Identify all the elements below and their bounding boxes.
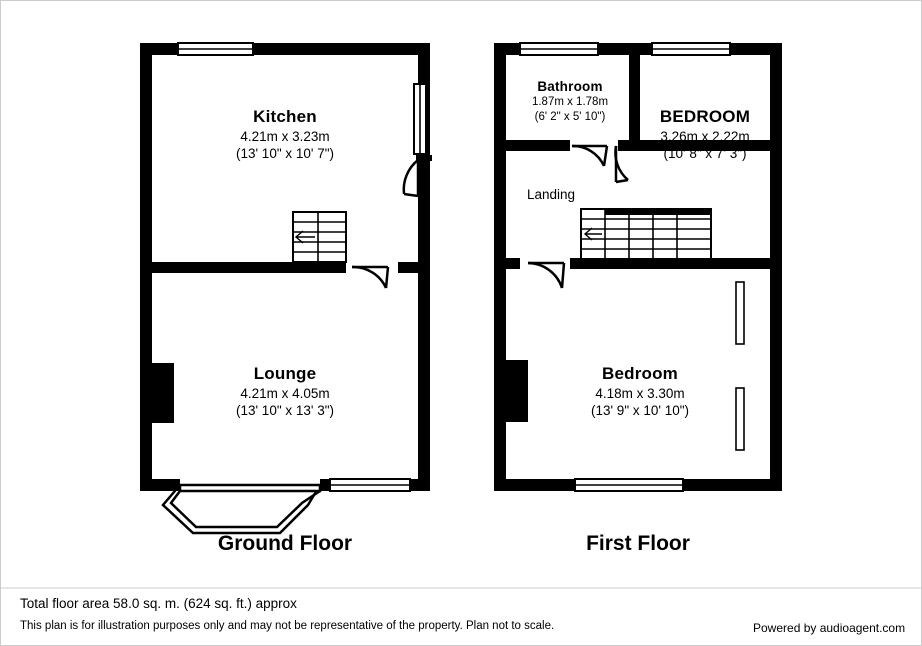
- window-bedroom2-bottom: [575, 479, 683, 491]
- window-kitchen-top: [178, 43, 253, 55]
- window-bedroom2-right-upper: [736, 282, 744, 344]
- room-dim-imperial-bathroom: (6' 2" x 5' 10"): [534, 110, 606, 123]
- total-floor-area: Total floor area 58.0 sq. m. (624 sq. ft.) approx: [20, 596, 297, 611]
- room-dim-metric-kitchen: 4.21m x 3.23m: [240, 128, 330, 144]
- room-label-landing: Landing: [527, 187, 576, 202]
- room-dim-imperial-bedroom-2: (13' 9" x 10' 10"): [590, 403, 690, 419]
- room-name-kitchen: Kitchen: [253, 107, 317, 126]
- room-label-bedroom-1: [610, 106, 800, 162]
- room-dim-imperial-kitchen: (13' 10" x 10' 7"): [235, 146, 335, 162]
- door-jamb-kitchen: [416, 155, 432, 161]
- window-bathroom-top: [520, 43, 598, 55]
- room-dim-metric-bedroom-1: 3.26m x 2.22m: [660, 128, 750, 144]
- door-kitchen-external: [404, 160, 418, 196]
- room-name-bedroom-2: Bedroom: [601, 364, 679, 383]
- door-bedroom2: [528, 263, 564, 288]
- room-dim-imperial-bedroom-1: (10' 8" x 7' 3"): [663, 146, 747, 162]
- floor-title-first: First Floor: [586, 532, 690, 555]
- room-dim-metric-bathroom: 1.87m x 1.78m: [531, 96, 609, 109]
- floor-title-ground: Ground Floor: [217, 532, 353, 555]
- room-label-bedroom-2: [540, 363, 740, 419]
- page-border: [1, 1, 922, 646]
- bay-window-glass: [180, 485, 320, 491]
- door-lounge-internal: [352, 267, 388, 288]
- room-name-lounge: Lounge: [253, 364, 317, 383]
- window-bedroom1-top: [652, 43, 730, 55]
- window-kitchen-right: [414, 84, 426, 154]
- window-lounge-bottom: [330, 479, 410, 491]
- room-dim-imperial-lounge: (13' 10" x 13' 3"): [235, 403, 335, 419]
- room-dim-metric-bedroom-2: 4.18m x 3.30m: [595, 385, 685, 401]
- room-name-bathroom: Bathroom: [537, 79, 603, 94]
- chimney-breast: [152, 363, 174, 423]
- room-dim-metric-lounge: 4.21m x 4.05m: [240, 385, 330, 401]
- chimney-breast-first: [506, 360, 528, 422]
- footer-credit: Powered by audioagent.com: [753, 621, 906, 635]
- room-name-bedroom-1: BEDROOM: [659, 107, 751, 126]
- door-bathroom: [572, 146, 607, 166]
- room-label-kitchen: [185, 106, 385, 162]
- footer-disclaimer: This plan is for illustration purposes only and may not be representative of the property. Plan not to scale.: [20, 620, 555, 632]
- room-label-lounge: [185, 363, 385, 419]
- staircase-ground: [293, 212, 346, 262]
- staircase-first: [581, 209, 711, 259]
